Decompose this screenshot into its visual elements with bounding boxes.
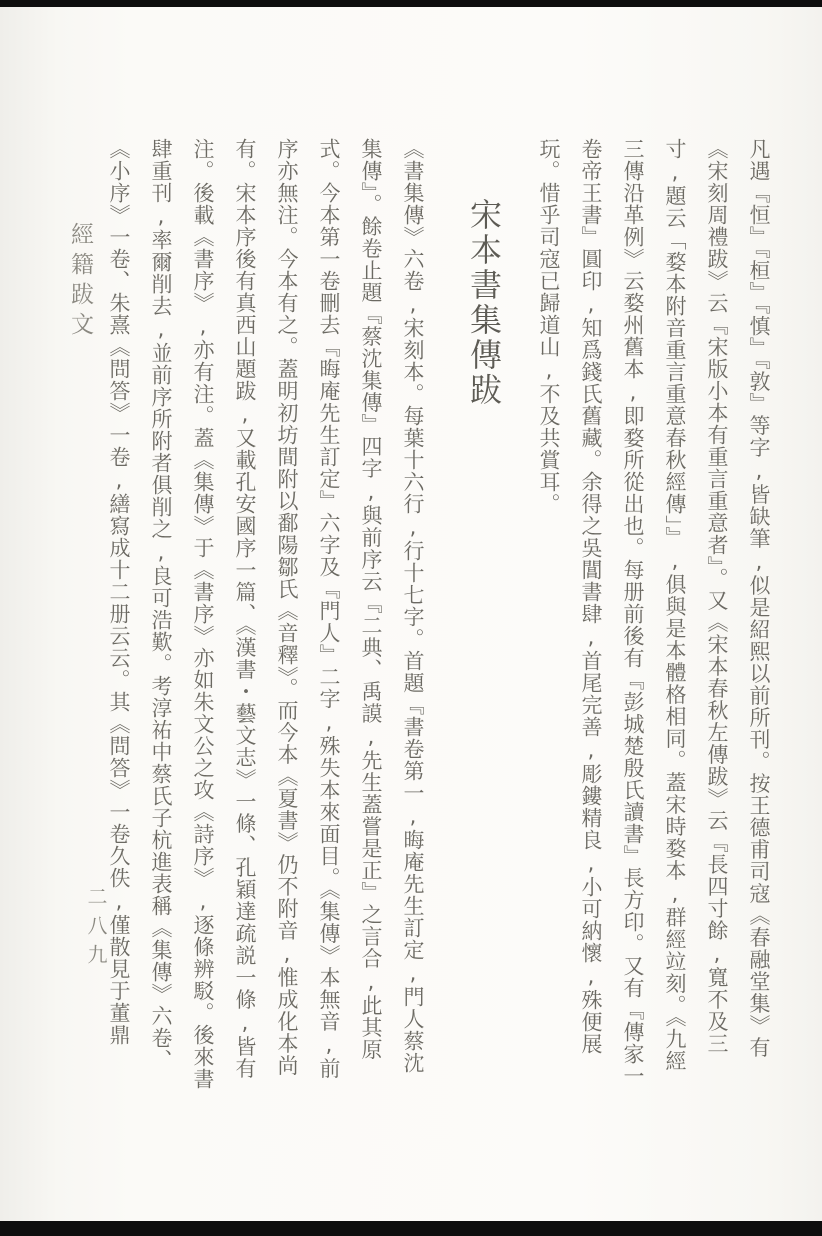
entry-title: 宋本書集傳跋 [465,198,503,408]
entry-body-text: 《書集傳》六卷,宋刻本。每葉十六行,行十七字。首題『書卷第一,晦庵先生訂定,門人蔡沈集傳』。餘卷止題『蔡沈集傳』四字,與前序云『二典、禹謨,先生蓋嘗是正』之言合,此其原式。今本第一卷刪去『晦庵先生訂定』六字及『門人』二字,殊失本來面目。《集傳》本無音,前序亦無注。今本有之。蓋明初坊間附以鄱陽鄒氏《音釋》。而今本《夏書》仍不附音,惟成化本尚有。宋本序後有真西山題跋,又載孔安國序一篇、《漢書・藝文志》一條、孔穎達疏説一條,皆有注。後載《書序》,亦有注。蓋《集傳》于《書序》亦如朱文公之攻《詩序》,逐條辨駁。後來書肆重刊,率爾削去,並前序所附者俱削之,良可浩歎。考淳祐中蔡氏子杭進表稱《集傳》六卷、《小序》一卷、朱熹《問答》一卷,繕寫成十二册云云。其《問答》一卷久佚,僅散見于董鼎 [107,138,425,1090]
scan-edge-top [0,0,822,7]
entry-continuation-text: 凡遇『恒』『桓』『慎』『敦』等字,皆缺筆,似是紹熙以前所刊。按王德甫司寇《春融堂集》有《宋刻周禮跋》云『宋版小本有重言重意者』。又《宋本春秋左傳跋》云『長四寸餘,寬不及三寸,題云「婺本附音重言重意春秋經傳」』,俱與是本體格相同。蓋宋時婺本,群經竝刻。《九經三傳沿革例》云婺州舊本,即婺所從出也。每册前後有『彭城楚殷氏讀書』長方印。又有『傳家一卷帝王書』圓印,知爲錢氏舊藏。余得之吳閶書肆,首尾完善,彫鏤精良,小可納懷,殊便展玩。惜乎司寇已歸道山,不及共賞耳。 [537,138,771,1087]
scan-edge-bottom [0,1221,822,1236]
page-number: 二八九 [84,886,108,973]
text-area [90,138,780,1090]
running-title: 經籍跋文 [67,222,93,342]
